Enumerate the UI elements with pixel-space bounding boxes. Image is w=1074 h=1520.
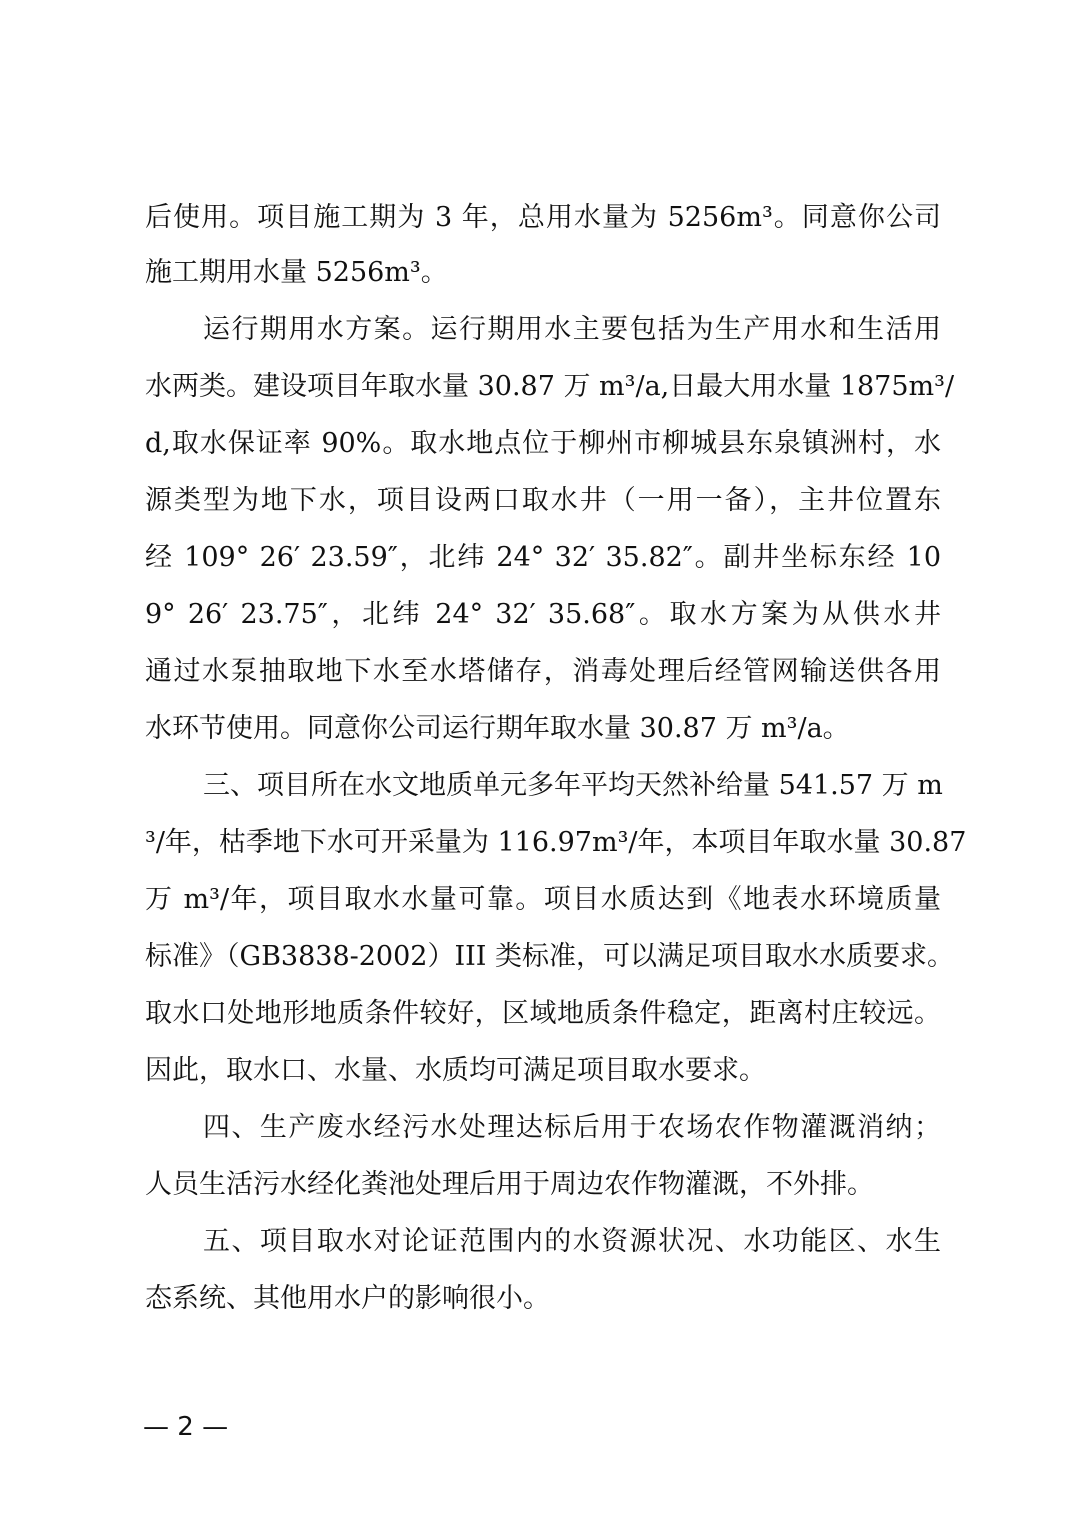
- paragraph-2-line-8: 水环节使用。同意你公司运行期年取水量 30.87 万 m³/a。: [145, 713, 850, 744]
- paragraph-2-line-1: 运行期用水方案。运行期用水主要包括为生产用水和生活用: [203, 314, 941, 345]
- paragraph-3-line-4: 标准》（GB3838-2002）III 类标准，可以满足项目取水水质要求。: [145, 941, 955, 972]
- paragraph-5-line-1: 五、项目取水对论证范围内的水资源状况、水功能区、水生: [203, 1226, 941, 1257]
- paragraph-1-line-2: 施工期用水量 5256m³。: [145, 257, 448, 288]
- paragraph-4-line-2: 人员生活污水经化粪池处理后用于周边农作物灌溉，不外排。: [145, 1169, 874, 1200]
- page-number: — 2 —: [143, 1412, 229, 1442]
- paragraph-3-line-3: 万 m³/年，项目取水水量可靠。项目水质达到《地表水环境质量: [145, 884, 941, 915]
- paragraph-2-line-6: 9° 26′ 23.75″，北纬 24° 32′ 35.68″。取水方案为从供水井: [145, 599, 941, 630]
- paragraph-1-line-1: 后使用。项目施工期为 3 年，总用水量为 5256m³。同意你公司: [145, 202, 941, 233]
- paragraph-2-line-7: 通过水泵抽取地下水至水塔储存，消毒处理后经管网输送供各用: [145, 656, 941, 687]
- paragraph-2-line-3: d,取水保证率 90%。取水地点位于柳州市柳城县东泉镇洲村，水: [145, 428, 941, 459]
- paragraph-3-line-1: 三、项目所在水文地质单元多年平均天然补给量 541.57 万 m: [203, 770, 943, 801]
- paragraph-4-line-1: 四、生产废水经污水处理达标后用于农场农作物灌溉消纳；: [203, 1112, 941, 1143]
- paragraph-5-line-2: 态系统、其他用水户的影响很小。: [145, 1283, 550, 1314]
- paragraph-2-line-5: 经 109° 26′ 23.59″，北纬 24° 32′ 35.82″。副井坐标东经 10: [145, 542, 941, 573]
- paragraph-2-line-2: 水两类。建设项目年取水量 30.87 万 m³/a,日最大用水量 1875m³/: [145, 371, 955, 402]
- paragraph-3-line-5: 取水口处地形地质条件较好，区域地质条件稳定，距离村庄较远。: [145, 998, 941, 1029]
- paragraph-3-line-2: ³/年，枯季地下水可开采量为 116.97m³/年，本项目年取水量 30.87: [145, 827, 967, 858]
- paragraph-3-line-6: 因此，取水口、水量、水质均可满足项目取水要求。: [145, 1055, 766, 1086]
- paragraph-2-line-4: 源类型为地下水，项目设两口取水井（一用一备），主井位置东: [145, 485, 941, 516]
